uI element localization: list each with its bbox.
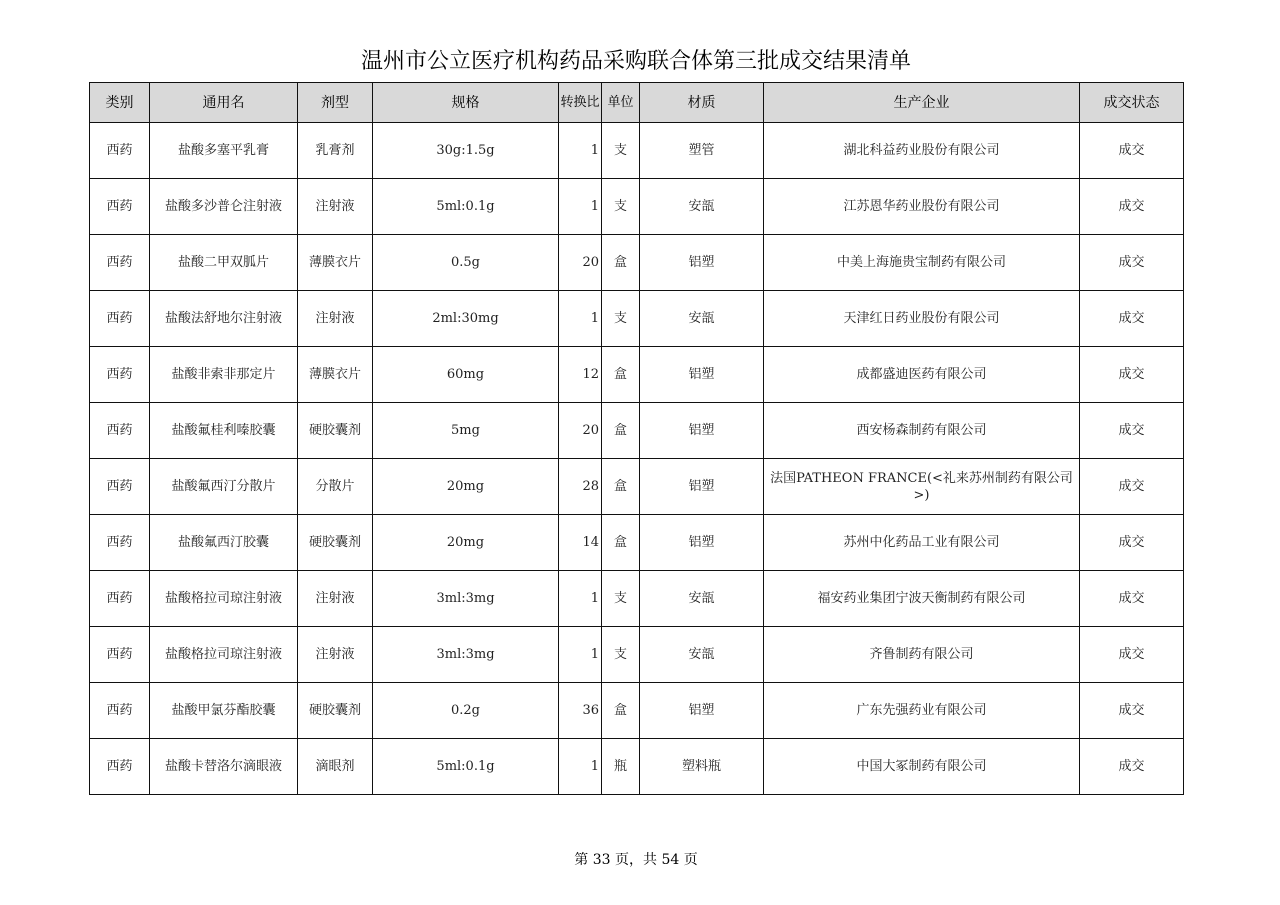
cell-generic-name: 盐酸格拉司琼注射液: [150, 571, 298, 627]
cell-category: 西药: [90, 123, 150, 179]
cell-manufacturer: 中美上海施贵宝制药有限公司: [764, 235, 1080, 291]
cell-manufacturer: 西安杨森制药有限公司: [764, 403, 1080, 459]
column-header: 类别: [90, 83, 150, 123]
cell-conversion-ratio: 1: [559, 739, 602, 795]
cell-specification: 60mg: [373, 347, 559, 403]
cell-specification: 3ml:3mg: [373, 571, 559, 627]
cell-generic-name: 盐酸卡替洛尔滴眼液: [150, 739, 298, 795]
cell-generic-name: 盐酸非索非那定片: [150, 347, 298, 403]
cell-category: 西药: [90, 739, 150, 795]
cell-unit: 支: [602, 123, 640, 179]
cell-generic-name: 盐酸法舒地尔注射液: [150, 291, 298, 347]
cell-deal-status: 成交: [1080, 515, 1184, 571]
cell-dosage-form: 分散片: [298, 459, 373, 515]
cell-material: 安瓿: [640, 571, 764, 627]
column-header: 通用名: [150, 83, 298, 123]
cell-dosage-form: 注射液: [298, 179, 373, 235]
table-row: [90, 235, 1184, 291]
cell-material: 铝塑: [640, 515, 764, 571]
cell-specification: 5ml:0.1g: [373, 739, 559, 795]
cell-category: 西药: [90, 515, 150, 571]
cell-conversion-ratio: 1: [559, 291, 602, 347]
cell-deal-status: 成交: [1080, 179, 1184, 235]
cell-deal-status: 成交: [1080, 235, 1184, 291]
cell-dosage-form: 硬胶囊剂: [298, 683, 373, 739]
page-title: 温州市公立医疗机构药品采购联合体第三批成交结果清单: [360, 49, 911, 74]
cell-conversion-ratio: 1: [559, 179, 602, 235]
table-row: [90, 571, 1184, 627]
cell-deal-status: 成交: [1080, 403, 1184, 459]
cell-generic-name: 盐酸氟桂利嗪胶囊: [150, 403, 298, 459]
cell-deal-status: 成交: [1080, 627, 1184, 683]
cell-conversion-ratio: 12: [559, 347, 602, 403]
cell-material: 铝塑: [640, 403, 764, 459]
cell-dosage-form: 硬胶囊剂: [298, 515, 373, 571]
cell-unit: 支: [602, 627, 640, 683]
cell-generic-name: 盐酸甲氯芬酯胶囊: [150, 683, 298, 739]
table-row: [90, 291, 1184, 347]
cell-manufacturer: 法国PATHEON FRANCE(<礼来苏州制药有限公司>): [764, 459, 1080, 515]
cell-conversion-ratio: 20: [559, 235, 602, 291]
cell-unit: 盒: [602, 403, 640, 459]
cell-deal-status: 成交: [1080, 683, 1184, 739]
cell-manufacturer: 福安药业集团宁波天衡制药有限公司: [764, 571, 1080, 627]
table-row: [90, 627, 1184, 683]
cell-category: 西药: [90, 627, 150, 683]
cell-deal-status: 成交: [1080, 739, 1184, 795]
column-header: 材质: [640, 83, 764, 123]
cell-unit: 盒: [602, 235, 640, 291]
cell-dosage-form: 滴眼剂: [298, 739, 373, 795]
cell-material: 安瓿: [640, 627, 764, 683]
cell-unit: 盒: [602, 683, 640, 739]
cell-manufacturer: 江苏恩华药业股份有限公司: [764, 179, 1080, 235]
cell-generic-name: 盐酸格拉司琼注射液: [150, 627, 298, 683]
cell-conversion-ratio: 20: [559, 403, 602, 459]
page-number: 第 33 页，共 54 页: [574, 852, 698, 868]
cell-material: 塑管: [640, 123, 764, 179]
cell-category: 西药: [90, 683, 150, 739]
cell-unit: 支: [602, 179, 640, 235]
cell-dosage-form: 注射液: [298, 627, 373, 683]
cell-conversion-ratio: 36: [559, 683, 602, 739]
table-row: [90, 739, 1184, 795]
cell-manufacturer: 苏州中化药品工业有限公司: [764, 515, 1080, 571]
cell-unit: 盒: [602, 347, 640, 403]
cell-material: 铝塑: [640, 347, 764, 403]
cell-specification: 5mg: [373, 403, 559, 459]
cell-deal-status: 成交: [1080, 123, 1184, 179]
cell-category: 西药: [90, 459, 150, 515]
cell-generic-name: 盐酸二甲双胍片: [150, 235, 298, 291]
cell-specification: 5ml:0.1g: [373, 179, 559, 235]
column-header: 生产企业: [764, 83, 1080, 123]
cell-specification: 20mg: [373, 459, 559, 515]
cell-material: 铝塑: [640, 235, 764, 291]
cell-unit: 支: [602, 291, 640, 347]
cell-material: 安瓿: [640, 291, 764, 347]
cell-specification: 2ml:30mg: [373, 291, 559, 347]
cell-category: 西药: [90, 179, 150, 235]
cell-category: 西药: [90, 235, 150, 291]
column-header: 成交状态: [1080, 83, 1184, 123]
cell-manufacturer: 成都盛迪医药有限公司: [764, 347, 1080, 403]
cell-unit: 支: [602, 571, 640, 627]
cell-manufacturer: 中国大冢制药有限公司: [764, 739, 1080, 795]
results-table: [89, 82, 1184, 795]
table-row: [90, 515, 1184, 571]
cell-unit: 盒: [602, 515, 640, 571]
cell-unit: 盒: [602, 459, 640, 515]
cell-specification: 30g:1.5g: [373, 123, 559, 179]
table-row: [90, 179, 1184, 235]
cell-dosage-form: 硬胶囊剂: [298, 403, 373, 459]
cell-material: 安瓿: [640, 179, 764, 235]
column-header: 规格: [373, 83, 559, 123]
table-row: [90, 123, 1184, 179]
cell-generic-name: 盐酸氟西汀胶囊: [150, 515, 298, 571]
cell-specification: 20mg: [373, 515, 559, 571]
cell-material: 铝塑: [640, 459, 764, 515]
cell-dosage-form: 注射液: [298, 571, 373, 627]
cell-manufacturer: 湖北科益药业股份有限公司: [764, 123, 1080, 179]
cell-material: 铝塑: [640, 683, 764, 739]
column-header: 剂型: [298, 83, 373, 123]
cell-conversion-ratio: 1: [559, 123, 602, 179]
table-body: [90, 123, 1184, 795]
table-row: [90, 347, 1184, 403]
table-row: [90, 683, 1184, 739]
cell-conversion-ratio: 1: [559, 571, 602, 627]
cell-conversion-ratio: 14: [559, 515, 602, 571]
table-row: [90, 459, 1184, 515]
cell-deal-status: 成交: [1080, 291, 1184, 347]
cell-category: 西药: [90, 347, 150, 403]
cell-dosage-form: 乳膏剂: [298, 123, 373, 179]
cell-conversion-ratio: 28: [559, 459, 602, 515]
cell-generic-name: 盐酸多塞平乳膏: [150, 123, 298, 179]
cell-deal-status: 成交: [1080, 571, 1184, 627]
cell-dosage-form: 注射液: [298, 291, 373, 347]
cell-category: 西药: [90, 291, 150, 347]
cell-unit: 瓶: [602, 739, 640, 795]
column-header: 单位: [602, 83, 640, 123]
cell-conversion-ratio: 1: [559, 627, 602, 683]
cell-manufacturer: 齐鲁制药有限公司: [764, 627, 1080, 683]
cell-specification: 3ml:3mg: [373, 627, 559, 683]
cell-dosage-form: 薄膜衣片: [298, 347, 373, 403]
cell-specification: 0.2g: [373, 683, 559, 739]
cell-manufacturer: 广东先强药业有限公司: [764, 683, 1080, 739]
cell-specification: 0.5g: [373, 235, 559, 291]
cell-deal-status: 成交: [1080, 347, 1184, 403]
cell-generic-name: 盐酸氟西汀分散片: [150, 459, 298, 515]
cell-manufacturer: 天津红日药业股份有限公司: [764, 291, 1080, 347]
cell-generic-name: 盐酸多沙普仑注射液: [150, 179, 298, 235]
cell-deal-status: 成交: [1080, 459, 1184, 515]
header-row: [90, 83, 1184, 123]
column-header: 转换比: [559, 83, 602, 123]
cell-material: 塑料瓶: [640, 739, 764, 795]
table-row: [90, 403, 1184, 459]
cell-category: 西药: [90, 571, 150, 627]
cell-category: 西药: [90, 403, 150, 459]
cell-dosage-form: 薄膜衣片: [298, 235, 373, 291]
